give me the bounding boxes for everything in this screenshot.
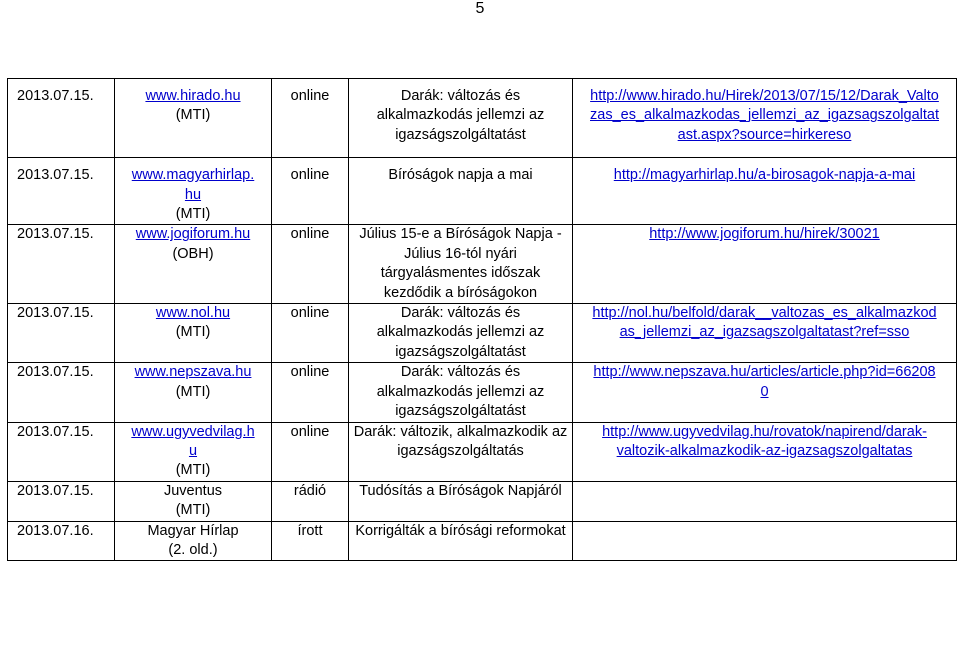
url-cell: [573, 304, 957, 363]
date-cell: [8, 225, 115, 304]
title-text: alkalmazkodás jellemzi az: [376, 324, 545, 341]
article-url-link[interactable]: http://nol.hu/belfold/darak__valtozas_es_alkalmazkod: [592, 305, 937, 322]
date-text: 2013.07.16.: [17, 522, 94, 539]
article-url-link[interactable]: http://magyarhirlap.hu/a-birosagok-napja-a-mai: [613, 167, 916, 184]
url-cell: [573, 79, 957, 158]
source-text: (MTI): [175, 383, 211, 400]
date-cell: [8, 79, 115, 158]
url-cell: [573, 158, 957, 225]
source-link[interactable]: www.jogiforum.hu: [135, 226, 251, 243]
source-link[interactable]: www.hirado.hu: [145, 88, 241, 104]
media-type-cell: [272, 304, 349, 363]
date-cell: [8, 363, 115, 422]
date-text: 2013.07.15.: [17, 226, 94, 243]
article-url-link[interactable]: ast.aspx?source=hirkereso: [677, 126, 852, 143]
source-text: (MTI): [175, 324, 211, 341]
source-link[interactable]: www.nol.hu: [155, 305, 231, 322]
source-cell: [115, 422, 272, 481]
date-text: 2013.07.15.: [17, 482, 94, 499]
title-text: kezdődik a bíróságokon: [383, 284, 538, 301]
date-text: 2013.07.15.: [17, 305, 94, 322]
title-text: Darák: változás és: [400, 364, 521, 381]
source-text: (2. old.): [168, 541, 218, 558]
url-cell: [573, 422, 957, 481]
title-text: Tudósítás a Bíróságok Napjáról: [359, 482, 562, 499]
title-cell: [349, 481, 573, 521]
title-text: igazságszolgáltatást: [395, 126, 526, 143]
date-text: 2013.07.15.: [17, 364, 94, 381]
source-link[interactable]: www.nepszava.hu: [134, 364, 252, 381]
source-text: (MTI): [175, 462, 211, 479]
title-cell: [349, 521, 573, 561]
media-type-cell: [272, 363, 349, 422]
title-text: igazságszolgáltatás: [397, 442, 524, 459]
article-url-link[interactable]: as_jellemzi_az_igazsagszolgaltatast?ref=sso: [619, 324, 910, 341]
source-text: (MTI): [175, 206, 211, 223]
title-text: alkalmazkodás jellemzi az: [376, 107, 545, 124]
date-cell: [8, 304, 115, 363]
source-link[interactable]: hu: [184, 186, 202, 203]
title-cell: [349, 158, 573, 225]
title-cell: [349, 304, 573, 363]
media-type-cell: [272, 225, 349, 304]
title-cell: [349, 79, 573, 158]
title-text: Korrigálták a bírósági reformokat: [355, 522, 566, 539]
title-text: Darák: változás és: [400, 88, 521, 104]
table-row: [8, 304, 957, 363]
date-text: 2013.07.15.: [17, 88, 94, 104]
source-link[interactable]: www.ugyvedvilag.h: [131, 423, 255, 440]
source-link[interactable]: u: [188, 442, 198, 459]
media-type-text: online: [290, 226, 330, 243]
media-type-cell: [272, 158, 349, 225]
source-text: (MTI): [175, 502, 211, 519]
title-cell: [349, 225, 573, 304]
media-type-text: online: [290, 305, 330, 322]
media-type-text: online: [290, 423, 330, 440]
url-cell: [573, 225, 957, 304]
source-cell: [115, 304, 272, 363]
media-type-cell: [272, 422, 349, 481]
media-type-cell: [272, 79, 349, 158]
source-text: (OBH): [172, 245, 214, 262]
title-cell: [349, 363, 573, 422]
source-cell: [115, 521, 272, 561]
url-cell: [573, 521, 957, 561]
press-coverage-table: [7, 78, 957, 561]
article-url-link[interactable]: http://www.nepszava.hu/articles/article.php?id=66208: [593, 364, 936, 381]
date-cell: [8, 481, 115, 521]
table-row: [8, 521, 957, 561]
media-type-text: online: [290, 167, 330, 184]
table-row: [8, 225, 957, 304]
article-url-link[interactable]: valtozik-alkalmazkodik-az-igazsagszolgaltatas: [616, 442, 913, 459]
media-type-cell: [272, 521, 349, 561]
date-cell: [8, 521, 115, 561]
source-cell: [115, 79, 272, 158]
media-type-text: rádió: [293, 482, 327, 499]
source-text: (MTI): [175, 107, 211, 124]
table-row: [8, 79, 957, 158]
article-url-link[interactable]: http://www.ugyvedvilag.hu/rovatok/napirend/darak-: [602, 423, 927, 440]
date-cell: [8, 158, 115, 225]
article-url-link[interactable]: http://www.jogiforum.hu/hirek/30021: [649, 226, 880, 243]
source-link[interactable]: www.magyarhirlap.: [131, 167, 255, 184]
source-text: Magyar Hírlap: [147, 522, 239, 539]
date-text: 2013.07.15.: [17, 167, 94, 184]
source-cell: [115, 158, 272, 225]
source-text: Juventus: [163, 482, 223, 499]
source-cell: [115, 225, 272, 304]
title-text: Július 16-tól nyári: [404, 245, 517, 262]
table-row: [8, 363, 957, 422]
title-cell: [349, 422, 573, 481]
title-text: igazságszolgáltatást: [395, 403, 526, 420]
media-type-text: online: [290, 88, 330, 104]
url-cell: [573, 481, 957, 521]
table-row: [8, 481, 957, 521]
title-text: Július 15-e a Bíróságok Napja -: [359, 226, 562, 243]
title-text: Bíróságok napja a mai: [388, 167, 533, 184]
title-text: Darák: változik, alkalmazkodik az: [353, 423, 568, 440]
media-type-text: írott: [297, 522, 323, 539]
media-type-text: online: [290, 364, 330, 381]
title-text: alkalmazkodás jellemzi az: [376, 383, 545, 400]
title-text: tárgyalásmentes időszak: [380, 265, 541, 282]
table-row: [8, 158, 957, 225]
title-text: Darák: változás és: [400, 305, 521, 322]
article-url-link[interactable]: 0: [760, 383, 769, 400]
article-url-link[interactable]: http://www.hirado.hu/Hirek/2013/07/15/12/Darak_Valto: [590, 88, 939, 104]
source-cell: [115, 363, 272, 422]
source-cell: [115, 481, 272, 521]
page-number: 5: [475, 0, 485, 17]
date-cell: [8, 422, 115, 481]
media-type-cell: [272, 481, 349, 521]
title-text: igazságszolgáltatást: [395, 343, 526, 360]
table-row: [8, 422, 957, 481]
url-cell: [573, 363, 957, 422]
date-text: 2013.07.15.: [17, 423, 94, 440]
article-url-link[interactable]: zas_es_alkalmazkodas_jellemzi_az_igazsagszolgaltat: [590, 107, 939, 124]
